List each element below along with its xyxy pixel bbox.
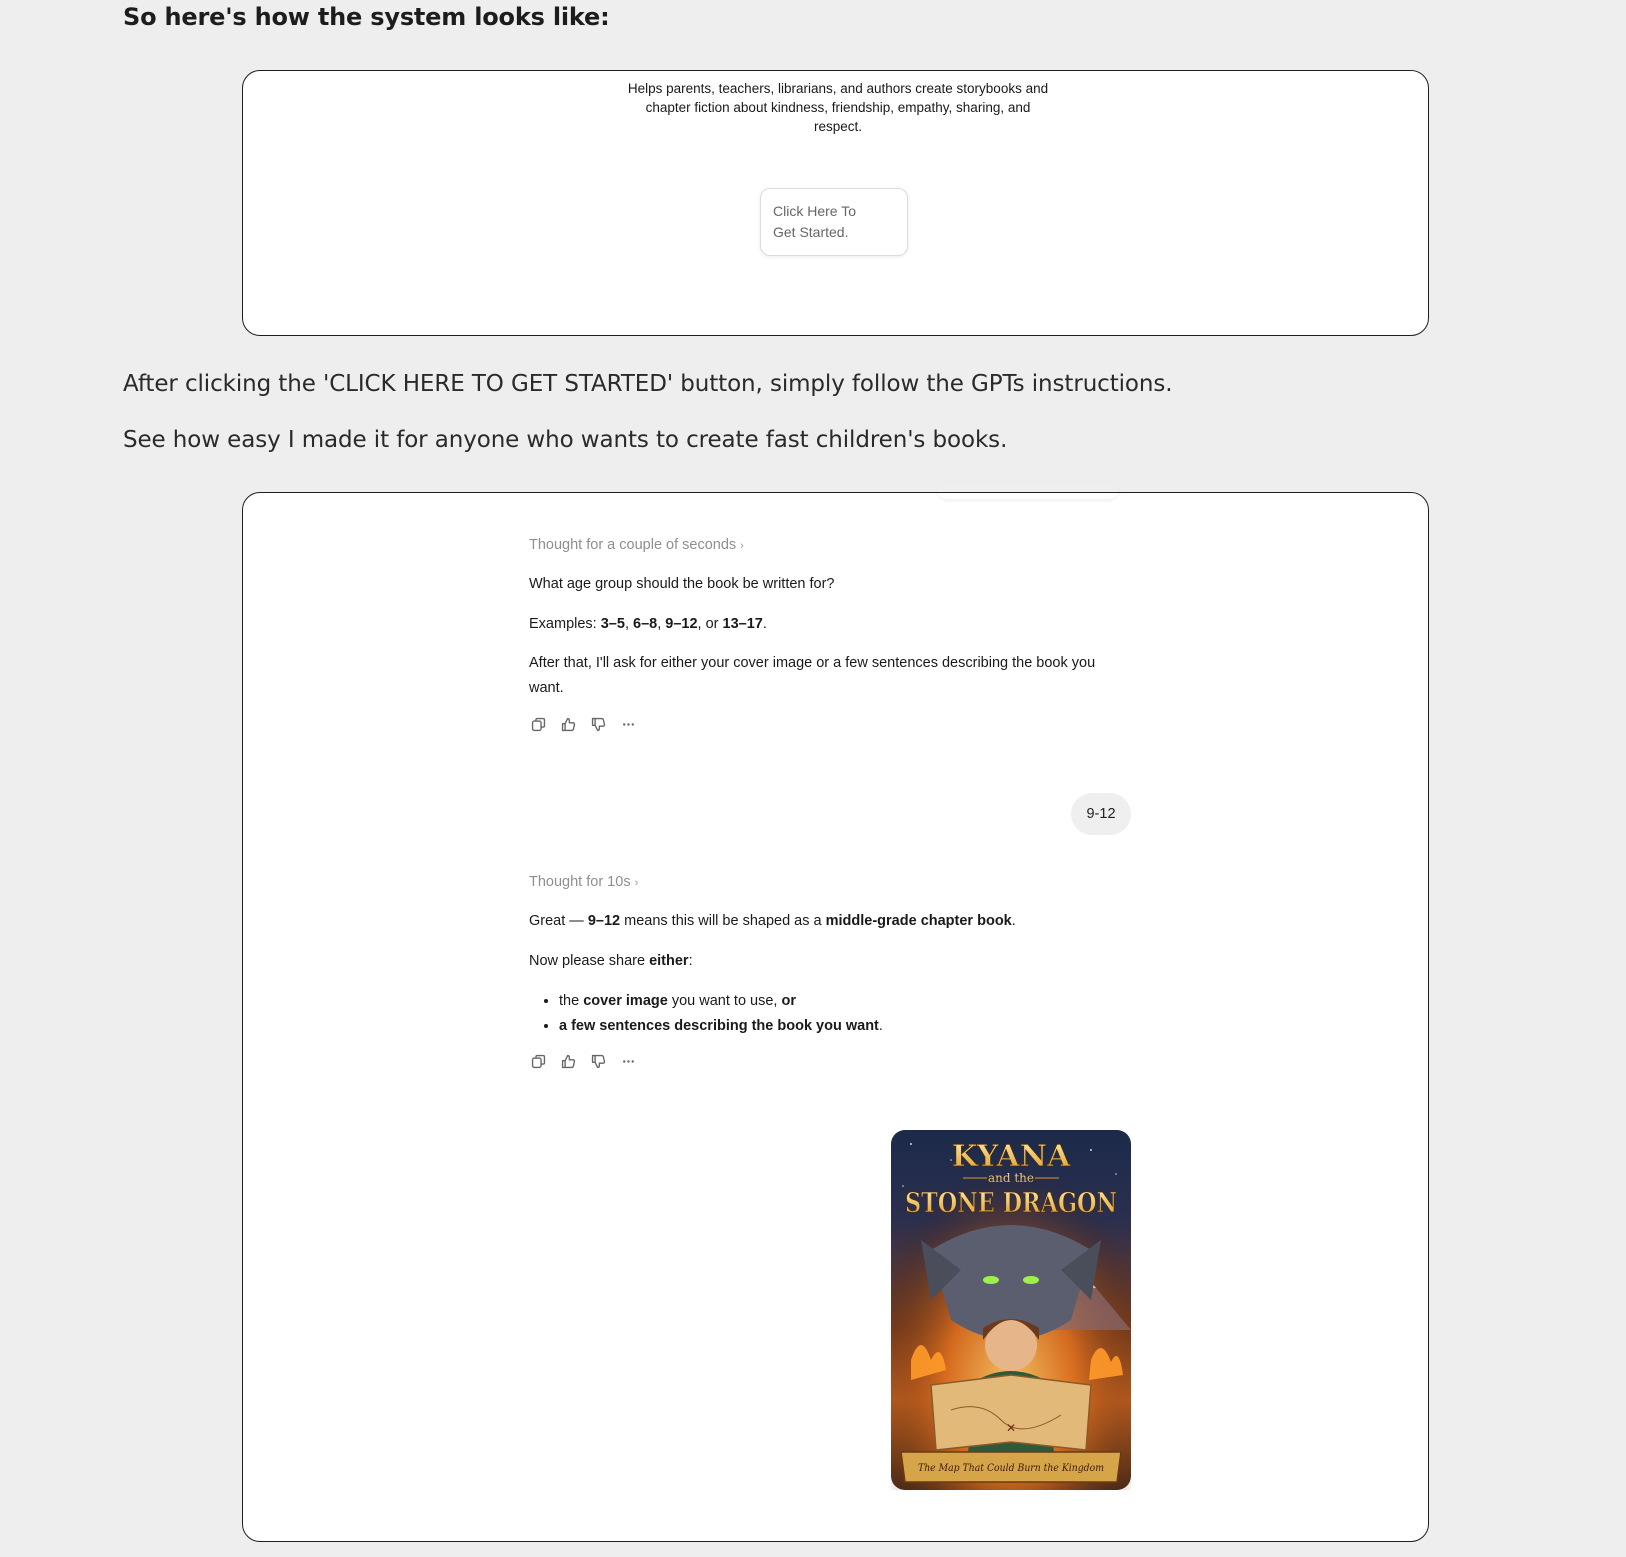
list-item — [559, 989, 883, 1014]
great-middle: means this will be shaped as a — [620, 913, 826, 929]
examples-prefix: Examples: — [529, 616, 601, 632]
thumbs-up-icon[interactable] — [559, 1052, 577, 1070]
bullet1-or: or — [781, 993, 796, 1009]
bullet2-text: a few sentences describing the book you want — [559, 1018, 879, 1034]
book-category: middle-grade chapter book — [825, 913, 1012, 929]
message-actions — [529, 1052, 637, 1070]
thought-label: Thought for 10s — [529, 874, 631, 890]
get-started-button[interactable] — [760, 188, 908, 256]
book-cover-image[interactable] — [891, 1130, 1131, 1490]
user-message-bubble: 9-12 — [1071, 793, 1131, 835]
bullet1-pre: the — [559, 993, 584, 1009]
get-started-label-line2: Get Started. — [773, 224, 849, 240]
example-age: 9–12 — [665, 616, 698, 632]
example-age: 13–17 — [722, 616, 763, 632]
top-fade — [938, 483, 1118, 499]
examples-line: Examples: 3–5, 6–8, 9–12, or 13–17. — [529, 616, 767, 632]
chevron-right-icon: › — [740, 540, 744, 552]
examples-or: , or — [697, 616, 723, 632]
book-cover-art — [891, 1130, 1131, 1490]
option-list — [529, 989, 883, 1039]
bullet1-bold: cover image — [583, 993, 668, 1009]
section-heading: So here's how the system looks like: — [123, 3, 610, 31]
thought-toggle[interactable] — [529, 537, 744, 553]
share-either: either — [649, 953, 689, 969]
assistant-followup: After that, I'll ask for either your cover image or a few sentences describing the book you want. — [529, 655, 1096, 696]
share-prefix: Now please share — [529, 953, 650, 969]
cover-title-line2: and the — [987, 1171, 1035, 1185]
get-started-label-line1: Click Here To — [773, 203, 856, 219]
message-actions — [529, 715, 637, 733]
bullet1-mid: you want to use, — [667, 993, 782, 1009]
cover-title-line1: KYANA — [951, 1139, 1071, 1174]
assistant-confirmation: Great — 9–12 means this will be shaped as a middle-grade chapter book. — [529, 913, 1016, 929]
thumbs-up-icon[interactable] — [559, 715, 577, 733]
list-item: • a few sentences describing the book you want. — [559, 1014, 883, 1039]
thumbs-down-icon[interactable] — [589, 1052, 607, 1070]
thought-label: Thought for a couple of seconds — [529, 537, 737, 553]
age-range: 9–12 — [587, 913, 621, 929]
thought-toggle[interactable] — [529, 874, 638, 890]
assistant-question: What age group should the book be written for? — [529, 576, 835, 592]
more-icon[interactable] — [619, 1052, 637, 1070]
thumbs-down-icon[interactable] — [589, 715, 607, 733]
easy-paragraph: See how easy I made it for anyone who wants to create fast children's books. — [123, 427, 1008, 453]
copy-icon[interactable] — [529, 1052, 547, 1070]
example-age: 3–5 — [600, 616, 625, 632]
instruction-paragraph: After clicking the 'CLICK HERE TO GET STARTED' button, simply follow the GPTs instructions. — [123, 371, 1173, 397]
copy-icon[interactable] — [529, 715, 547, 733]
more-icon[interactable] — [619, 715, 637, 733]
gpt-description: Helps parents, teachers, librarians, and authors create storybooks and chapter fiction about kindness, friendship, empathy, sharing, and respect. — [627, 81, 1049, 134]
share-prompt: Now please share either: — [529, 953, 693, 969]
chevron-right-icon: › — [634, 877, 639, 889]
great-prefix: Great — — [529, 913, 588, 929]
chat-screenshot — [242, 492, 1429, 1542]
cover-subtitle: The Map That Could Burn the Kingdom — [918, 1462, 1105, 1474]
cover-title-line3: STONE DRAGON — [905, 1188, 1117, 1219]
svg-text:✕: ✕ — [1006, 1421, 1017, 1435]
example-age: 6–8 — [633, 616, 658, 632]
gpt-intro-screenshot — [242, 70, 1429, 336]
